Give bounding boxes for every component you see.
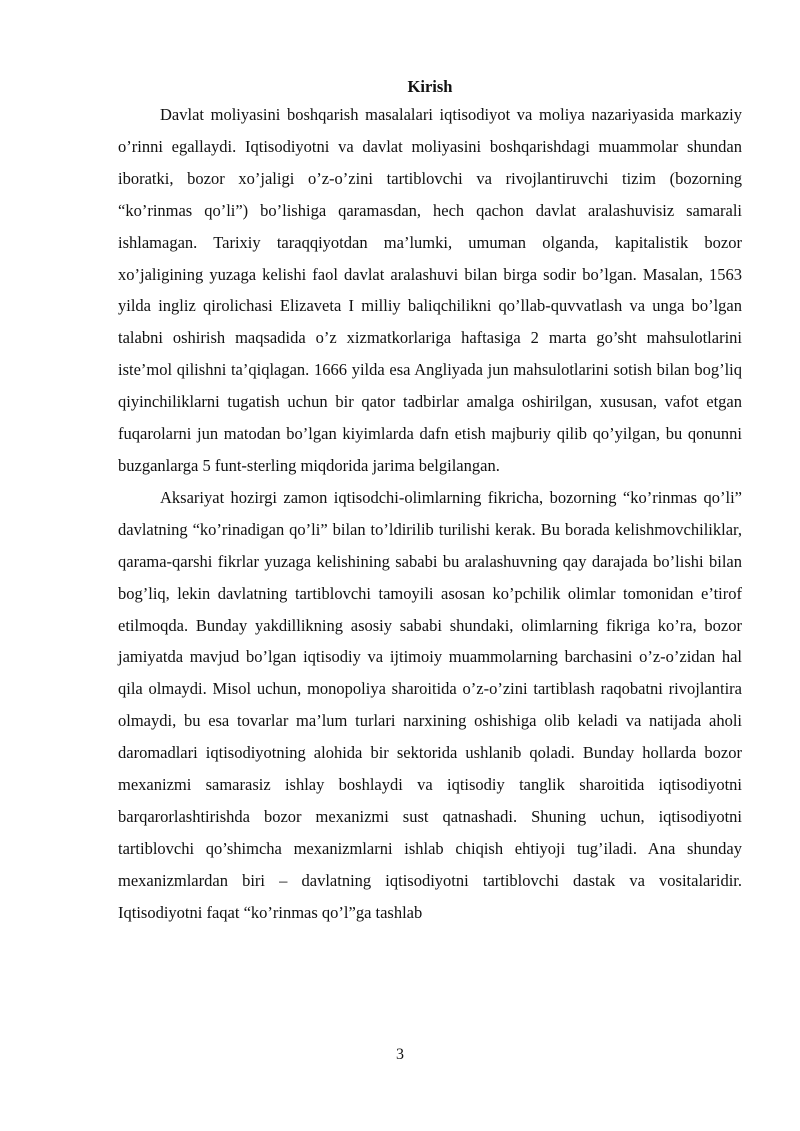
section-title: Kirish — [407, 77, 453, 96]
page-number: 3 — [396, 1046, 404, 1063]
body-paragraph: Davlat moliyasini boshqarish masalalari iqtisodiyot va moliya nazariyasida markaziy o’rinni egallaydi. Iqtisodiyotni va davlat moliyasini boshqarishdagi muammolar shundan iboratki, bozor xo’jaligi o’z-o’zini tartiblovchi va rivojlantiruvchi tizim (bozorning “ko’rinmas qo’li”) bo’lishiga qaramasdan, hech qachon davlat aralashuvisiz samarali ishlamagan. Tarixiy taraqqiyotdan ma’lumki, umuman olganda, kapitalistik bozor xo’jaligining yuzaga kelishi faol davlat aralashuvi bilan birga sodir bo’lgan. Masalan, 1563 yilda ingliz qirolichasi Elizaveta I milliy baliqchilikni qo’llab-quvvatlash va unga bo’lgan talabni oshirish maqsadida o’z xizmatkorlariga haftasiga 2 marta go’sht mahsulotlarini iste’mol qilishni ta’qiqlagan. 1666 yilda esa Angliyada jun mahsulotlarini sotish bilan bog’liq qiyinchiliklarni tugatish uchun bir qator tadbirlar amalga oshirilgan, xususan, vafot etgan fuqarolarni jun matodan bo’lgan kiyimlarda dafn etish majburiy qilib qo’yilgan, bu qonunni buzganlarga 5 funt-sterling miqdorida jarima belgilangan. — [118, 105, 742, 475]
page-content — [118, 75, 742, 929]
body-paragraph: Aksariyat hozirgi zamon iqtisodchi-olimlarning fikricha, bozorning “ko’rinmas qo’li” davlatning “ko’rinadigan qo’li” bilan to’ldirilib turilishi kerak. Bu borada kelishmovchiliklar, qarama-qarshi fikrlar yuzaga kelishining sababi bu aralashuvning qay darajada bo’lishi bilan bog’liq, lekin davlatning tartiblovchi tamoyili asosan ko’pchilik olimlar tomonidan e’tirof etilmoqda. Bunday yakdillikning asosiy sababi shundaki, olimlarning fikriga ko’ra, bozor jamiyatda mavjud bo’lgan iqtisodiy va ijtimoiy muammolarning barchasini o’z-o’zidan hal qila olmaydi. Misol uchun, monopoliya sharoitida o’z-o’zini tartiblash raqobatni rivojlantira olmaydi, bu esa tovarlar ma’lum turlari narxining oshishiga olib keladi va natijada aholi daromadlari iqtisodiyotning alohida bir sektorida ushlanib qoladi. Bunday hollarda bozor mexanizmi samarasiz ishlay boshlaydi va iqtisodiy tanglik sharoitida iqtisodiyotni barqarorlashtirishda bozor mexanizmi sust qatnashadi. Shuning uchun, iqtisodiyotni tartiblovchi qo’shimcha mexanizmlarni ishlab chiqish ehtiyoji tug’iladi. Ana shunday mexanizmlardan biri – davlatning iqtisodiyotni tartiblovchi dastak va vositalaridir. Iqtisodiyotni faqat “ko’rinmas qo’l”ga tashlab — [118, 487, 742, 922]
